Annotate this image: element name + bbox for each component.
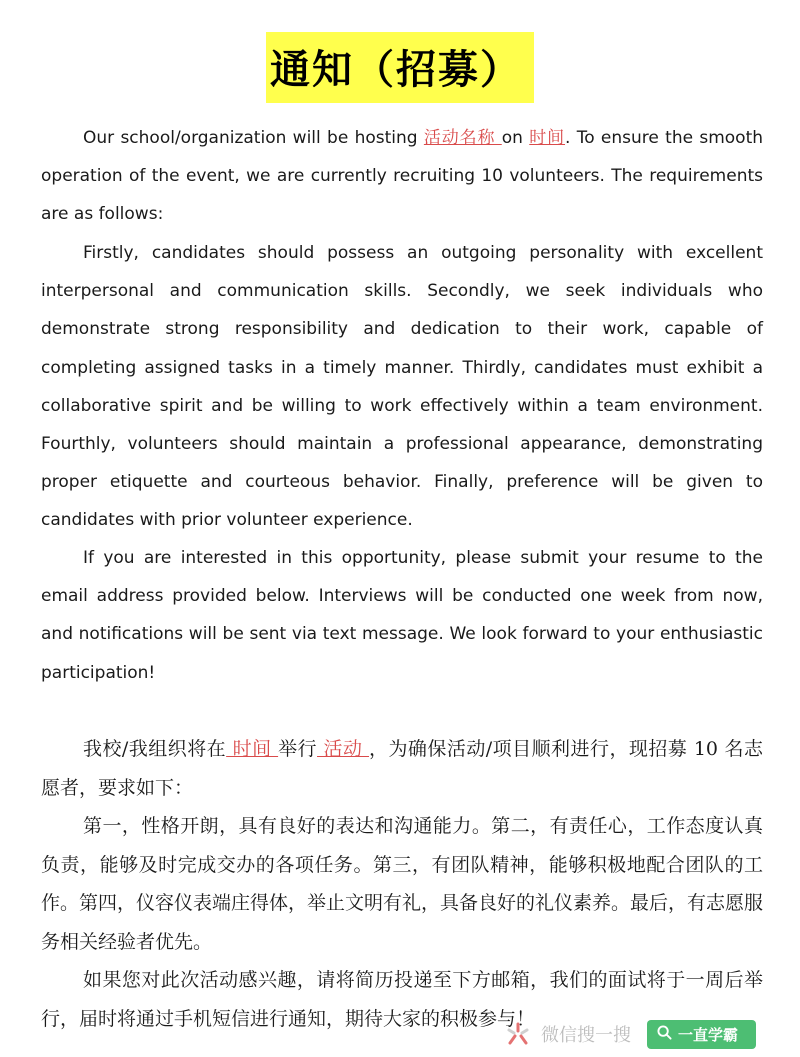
chinese-closing-text: 如果您对此次活动感兴趣，请将简历投递至下方邮箱，我们的面试将于一周后举行，届时将通过手机短信进行通知，期待大家的积极参与！ <box>41 969 763 1030</box>
english-p1-text-a: Our school/organization will be hosting <box>83 128 424 148</box>
english-paragraph-3 <box>41 539 763 692</box>
watermark-pill-text: 一直学霸 <box>678 1025 739 1044</box>
watermark-text: 微信搜一搜 <box>537 1021 635 1047</box>
chinese-p1-text-c: ，为确保活动/项目顺利进行，现招募 10 名志愿者，要求如下： <box>41 738 763 799</box>
event-name-blank: 活动名称 <box>423 128 502 148</box>
page-title: 通知（招募） <box>266 32 534 103</box>
wechat-search-watermark <box>505 1016 756 1052</box>
chinese-paragraph-2 <box>41 807 763 961</box>
chinese-time-blank: 时间 <box>226 738 279 760</box>
english-paragraph-2 <box>41 234 763 540</box>
chinese-paragraph-1 <box>41 730 763 807</box>
english-requirements-text: Firstly, candidates should possess an outgoing personality with excellent interpersonal and communication skills. Secondly, we seek individuals who demonstrate strong responsibility and dedication to their work, capable of completing assigned tasks in a timely manner. Thirdly, candidates must exhibit a collaborative spirit and be willing to work effectively within a team environment. Fourthly, volunteers should maintain a professional appearance, demonstrating proper etiquette and courteous behavior. Finally, preference will be given to candidates with prior volunteer experience. <box>41 243 763 531</box>
title-container <box>0 32 800 103</box>
chinese-event-blank: 活动 <box>317 738 369 760</box>
english-p1-text-c: . To ensure the smooth operation of the event, we are currently recruiting 10 volunteers. The requirements are as follows: <box>41 128 764 225</box>
watermark-search-pill <box>647 1020 756 1049</box>
search-icon <box>657 1025 672 1044</box>
time-blank: 时间 <box>529 128 566 148</box>
english-closing-text: If you are interested in this opportunity, please submit your resume to the email address provided below. Interviews will be conducted one week from now, and notifications will be sent via text message. We look forward to your enthusiastic participation! <box>41 548 763 683</box>
chinese-p1-text-b: 举行 <box>278 738 318 760</box>
chinese-requirements-text: 第一，性格开朗，具有良好的表达和沟通能力。第二，有责任心，工作态度认真负责，能够及时完成交办的各项任务。第三，有团队精神，能够积极地配合团队的工作。第四，仪容仪表端庄得体，举止文明有礼，具备良好的礼仪素养。最后，有志愿服务相关经验者优先。 <box>41 815 764 953</box>
wechat-search-logo-icon <box>505 1021 531 1047</box>
english-paragraph-1 <box>41 119 763 234</box>
chinese-p1-text-a: 我校/我组织将在 <box>83 738 227 760</box>
english-p1-text-b: on <box>501 128 530 148</box>
